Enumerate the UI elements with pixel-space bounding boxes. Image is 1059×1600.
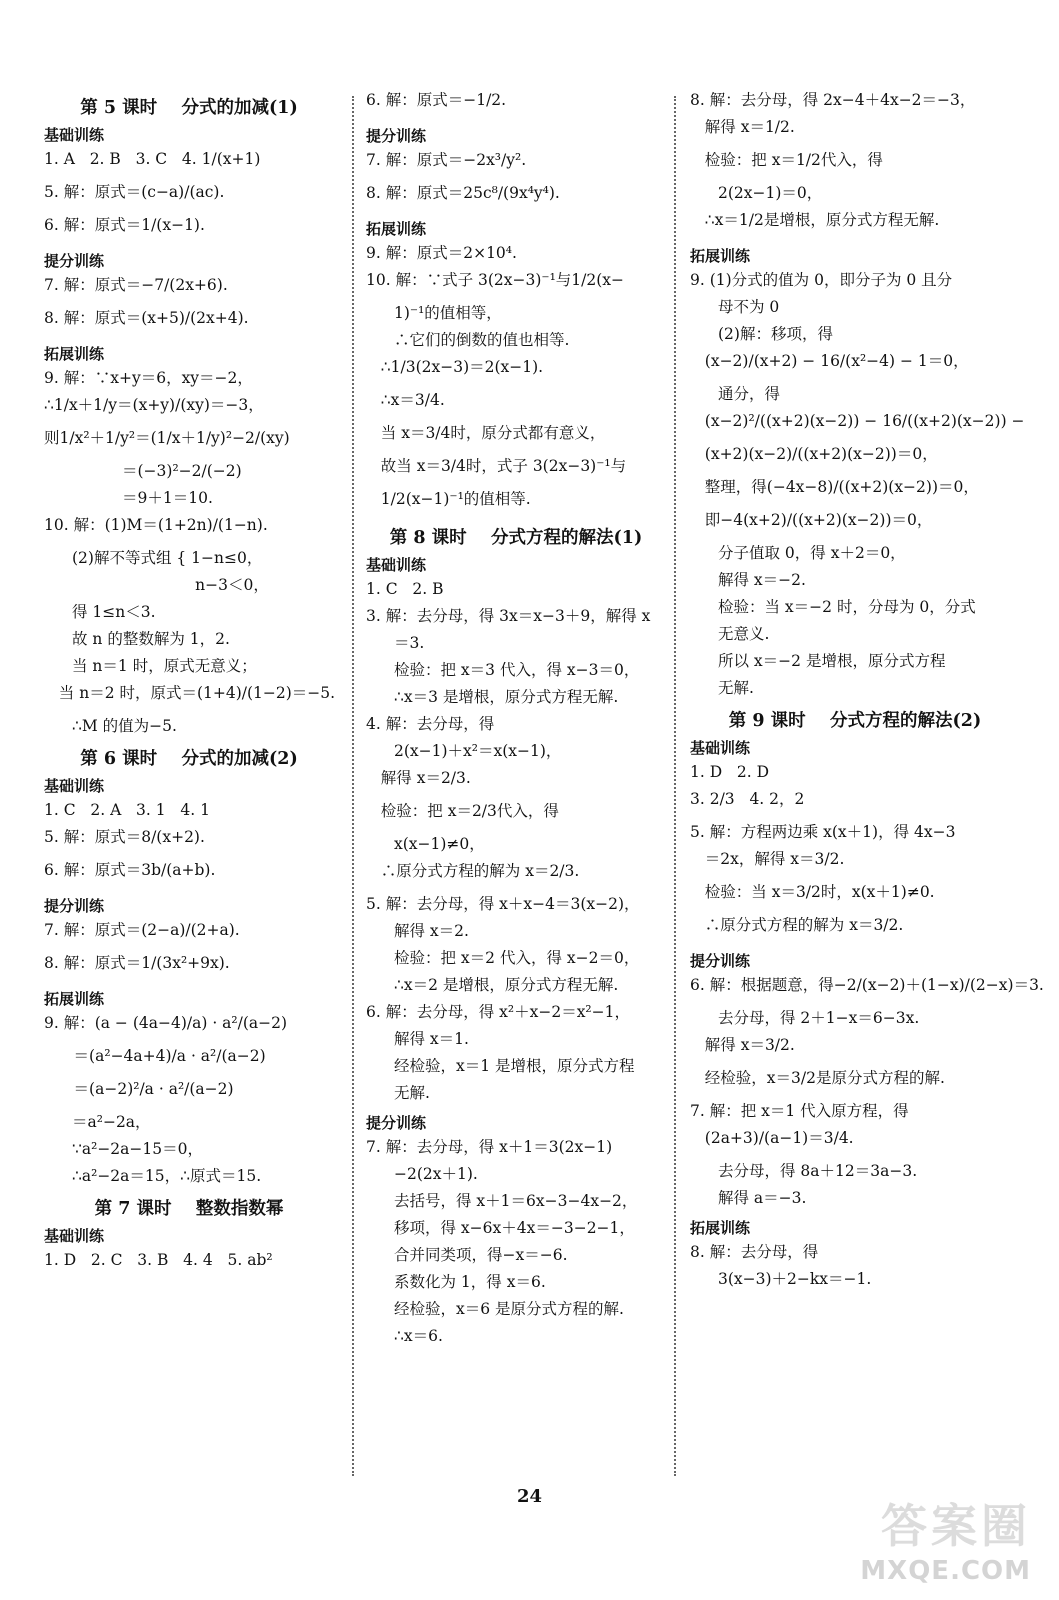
answer-line: 3. 2/3 4. 2，2 (690, 790, 805, 808)
section-heading: 基础训练 (44, 126, 105, 144)
column-middle (366, 92, 666, 1355)
column-divider (674, 96, 676, 1476)
answer-line: ∴M 的值为−5. (72, 717, 177, 735)
answer-line: ＝(a²−4a+4)/a · a²/(a−2) (44, 1047, 266, 1065)
answer-line: ∴原分式方程的解为 x＝2/3. (366, 862, 580, 880)
answer-line: 解得 x＝1/2. (690, 118, 795, 136)
lesson-title: 第 6 课时 分式的加减(2) (80, 749, 298, 769)
answer-line: 7. 解：原式＝−2x³/y². (366, 151, 527, 169)
answer-line: ∴1/x＋1/y＝(x+y)/(xy)＝−3， (44, 396, 264, 414)
answer-line: 解得 x＝2. (394, 922, 469, 940)
answer-line: 检验：把 x＝2/3代入，得 (366, 802, 559, 820)
section-heading: 提分训练 (366, 127, 427, 145)
section-heading: 基础训练 (44, 777, 105, 795)
answer-line: (2a+3)/(a−1)＝3/4. (690, 1129, 854, 1147)
answer-line: 检验：把 x＝3 代入，得 x−3＝0， (394, 661, 640, 679)
answer-line: ＝(−3)²−2/(−2) (122, 462, 242, 480)
answer-line: 9. 解：原式＝2×10⁴. (366, 244, 517, 262)
lesson-title: 第 9 课时 分式方程的解法(2) (728, 711, 982, 731)
answer-line: 7. 解：原式＝(2−a)/(2+a). (44, 921, 240, 939)
answer-line: 5. 解：去分母，得 x＋x−4＝3(x−2)， (366, 895, 640, 913)
answer-line: 8. 解：原式＝25c⁸/(9x⁴y⁴). (366, 184, 560, 202)
answer-line: 3(x−3)＋2−kx＝−1. (718, 1270, 872, 1288)
column-right (690, 91, 1044, 1298)
answer-line: ＝9＋1＝10. (122, 489, 213, 507)
answer-line: 解得 x＝−2. (718, 571, 806, 589)
lesson-title: 第 8 课时 分式方程的解法(1) (389, 528, 643, 548)
answer-line: 1. C 2. B (366, 580, 444, 598)
answer-line: ∴x＝3 是增根，原分式方程无解. (394, 688, 619, 706)
answer-line: 8. 解：去分母，得 2x−4＋4x−2＝−3， (690, 91, 976, 109)
answer-line: ∴原分式方程的解为 x＝3/2. (690, 916, 904, 934)
answer-line: ∴1/3(2x−3)＝2(x−1). (366, 358, 544, 376)
answer-line: 母不为 0 (718, 298, 780, 316)
answer-line: 8. 解：原式＝(x+5)/(2x+4). (44, 309, 249, 327)
answer-line: 经检验，x＝1 是增根，原分式方程 (394, 1057, 635, 1075)
section-heading: 基础训练 (44, 1227, 105, 1245)
answer-line: x(x−1)≠0， (394, 835, 485, 853)
answer-line: n−3＜0， (72, 576, 269, 594)
watermark-url: MXQE.COM (860, 1556, 1031, 1586)
answer-line: ＝3. (394, 634, 425, 652)
answer-line: 得 1≤n＜3. (72, 603, 156, 621)
answer-line: 5. 解：原式＝(c−a)/(ac). (44, 183, 225, 201)
answer-line: 解得 a＝−3. (718, 1189, 807, 1207)
answer-line: 无解. (718, 679, 754, 697)
answer-line: 所以 x＝−2 是增根，原分式方程 (718, 652, 946, 670)
answer-line: 4. 解：去分母，得 (366, 715, 495, 733)
answer-line: 通分，得 (718, 385, 781, 403)
answer-line: ∴a²−2a＝15，∴原式＝15. (72, 1167, 262, 1185)
answer-line: 当 n＝2 时，原式＝(1+4)/(1−2)＝−5. (44, 684, 336, 702)
answer-line: 7. 解：把 x＝1 代入原方程，得 (690, 1102, 909, 1120)
answer-line: 1. C 2. A 3. 1 4. 1 (44, 801, 210, 819)
answer-line: 去分母，得 2＋1−x＝6−3x. (718, 1009, 920, 1027)
answer-line: 整理，得(−4x−8)/((x+2)(x−2))＝0， (690, 478, 979, 496)
answer-line: (x+2)(x−2)/((x+2)(x−2))＝0， (690, 445, 938, 463)
answer-line: 8. 解：去分母，得 (690, 1243, 819, 1261)
answer-line: ∴x＝2 是增根，原分式方程无解. (394, 976, 619, 994)
answer-line: 5. 解：原式＝8/(x+2). (44, 828, 205, 846)
watermark-logo (851, 1490, 1031, 1588)
answer-line: 系数化为 1，得 x＝6. (394, 1273, 546, 1291)
answer-line: 检验：把 x＝1/2代入，得 (690, 151, 883, 169)
answer-line: 10. 解：(1)M＝(1+2n)/(1−n). (44, 516, 268, 534)
answer-line: 检验：把 x＝2 代入，得 x−2＝0， (394, 949, 640, 967)
answer-line: ∴它们的倒数的值也相等. (394, 331, 570, 349)
answer-line: 无意义. (718, 625, 770, 643)
lesson-title: 第 5 课时 分式的加减(1) (80, 98, 298, 118)
answer-line: 1. D 2. D (690, 763, 770, 781)
answer-line: 6. 解：根据题意，得−2/(x−2)＋(1−x)/(2−x)＝3. (690, 976, 1044, 994)
column-divider (352, 96, 354, 1476)
section-heading: 提分训练 (44, 252, 105, 270)
answer-line: 1/2(x−1)⁻¹的值相等. (366, 490, 531, 508)
answer-line: 解得 x＝2/3. (366, 769, 471, 787)
answer-line: 去分母，得 8a＋12＝3a−3. (718, 1162, 918, 1180)
answer-line: 经检验，x＝3/2是原分式方程的解. (690, 1069, 945, 1087)
answer-line: 1)⁻¹的值相等， (394, 304, 502, 322)
answer-line: −2(2x＋1). (394, 1165, 478, 1183)
answer-line: (x−2)/(x+2) − 16/(x²−4) − 1＝0， (690, 352, 969, 370)
answer-line: ＝a²−2a， (72, 1113, 151, 1131)
answer-line: 故 n 的整数解为 1，2. (72, 630, 230, 648)
answer-line: 解得 x＝1. (394, 1030, 469, 1048)
answer-line: 经检验，x＝6 是原分式方程的解. (394, 1300, 624, 1318)
answer-line: ∵a²−2a−15＝0， (72, 1140, 203, 1158)
section-heading: 提分训练 (44, 897, 105, 915)
answer-line: 6. 解：原式＝3b/(a+b). (44, 861, 216, 879)
section-heading: 拓展训练 (366, 220, 427, 238)
section-heading: 提分训练 (366, 1114, 427, 1132)
answer-line: 无解. (394, 1084, 430, 1102)
section-heading: 提分训练 (690, 952, 751, 970)
answer-line: 1. D 2. C 3. B 4. 4 5. ab² (44, 1251, 273, 1269)
answer-line: 10. 解：∵式子 3(2x−3)⁻¹与1/2(x− (366, 271, 625, 289)
answer-line: ∴x＝3/4. (366, 391, 445, 409)
answer-line: 解得 x＝3/2. (690, 1036, 795, 1054)
answer-line: 7. 解：去分母，得 x＋1＝3(2x−1) (366, 1138, 613, 1156)
answer-line: 故当 x＝3/4时，式子 3(2x−3)⁻¹与 (366, 457, 627, 475)
section-heading: 拓展训练 (690, 247, 751, 265)
column-left (44, 92, 334, 1279)
answer-line: 检验：当 x＝3/2时，x(x＋1)≠0. (690, 883, 935, 901)
answer-line: 8. 解：原式＝1/(3x²+9x). (44, 954, 230, 972)
section-heading: 拓展训练 (690, 1219, 751, 1237)
answer-line: 7. 解：原式＝−7/(2x+6). (44, 276, 228, 294)
answer-line: 合并同类项，得−x＝−6. (394, 1246, 568, 1264)
section-heading: 拓展训练 (44, 990, 105, 1008)
answer-line: 当 n＝1 时，原式无意义； (72, 657, 257, 675)
answer-line: 当 x＝3/4时，原分式都有意义， (366, 424, 606, 442)
section-heading: 拓展训练 (44, 345, 105, 363)
section-heading: 基础训练 (366, 556, 427, 574)
answer-line: 9. 解：∵x+y＝6，xy＝−2， (44, 369, 253, 387)
answer-line: 9. (1)分式的值为 0，即分子为 0 且分 (690, 271, 953, 289)
lesson-title: 第 7 课时 整数指数幂 (94, 1199, 284, 1219)
answer-line: ＝2x，解得 x＝3/2. (690, 850, 845, 868)
answer-line: 5. 解：方程两边乘 x(x＋1)，得 4x−3 (690, 823, 956, 841)
section-heading: 基础训练 (690, 739, 751, 757)
answer-line: 6. 解：原式＝1/(x−1). (44, 216, 205, 234)
answer-line: 则1/x²＋1/y²＝(1/x＋1/y)²−2/(xy) (44, 429, 290, 447)
answer-line: (x−2)²/((x+2)(x−2)) − 16/((x+2)(x−2)) − (690, 412, 1025, 430)
page-number: 24 (516, 1486, 543, 1507)
answer-line: ∴x＝1/2是增根，原分式方程无解. (690, 211, 940, 229)
answer-line: ∴x＝6. (394, 1327, 443, 1345)
answer-line: 6. 解：去分母，得 x²＋x−2＝x²−1， (366, 1003, 630, 1021)
answer-line: 检验：当 x＝−2 时，分母为 0，分式 (718, 598, 976, 616)
answer-line: 6. 解：原式＝−1/2. (366, 91, 507, 109)
answer-line: 即−4(x+2)/((x+2)(x−2))＝0， (690, 511, 933, 529)
answer-line: 1. A 2. B 3. C 4. 1/(x+1) (44, 150, 261, 168)
watermark-text: 答案圈 (881, 1499, 1031, 1553)
answer-line: 2(x−1)＋x²＝x(x−1)， (394, 742, 562, 760)
answer-line: 3. 解：去分母，得 3x＝x−3＋9，解得 x (366, 607, 651, 625)
answer-line: (2)解：移项，得 (718, 325, 833, 343)
answer-line: ＝(a−2)²/a · a²/(a−2) (44, 1080, 234, 1098)
answer-line: 移项，得 x−6x＋4x＝−3−2−1， (394, 1219, 635, 1237)
answer-line: (2)解不等式组 { 1−n≤0， (72, 549, 263, 567)
answer-line: 分子值取 0，得 x＋2＝0， (718, 544, 906, 562)
answer-line: 9. 解：(a − (4a−4)/a) · a²/(a−2) (44, 1014, 288, 1032)
answer-line: 去括号，得 x＋1＝6x−3−4x−2， (394, 1192, 638, 1210)
answer-line: 2(2x−1)＝0， (718, 184, 823, 202)
